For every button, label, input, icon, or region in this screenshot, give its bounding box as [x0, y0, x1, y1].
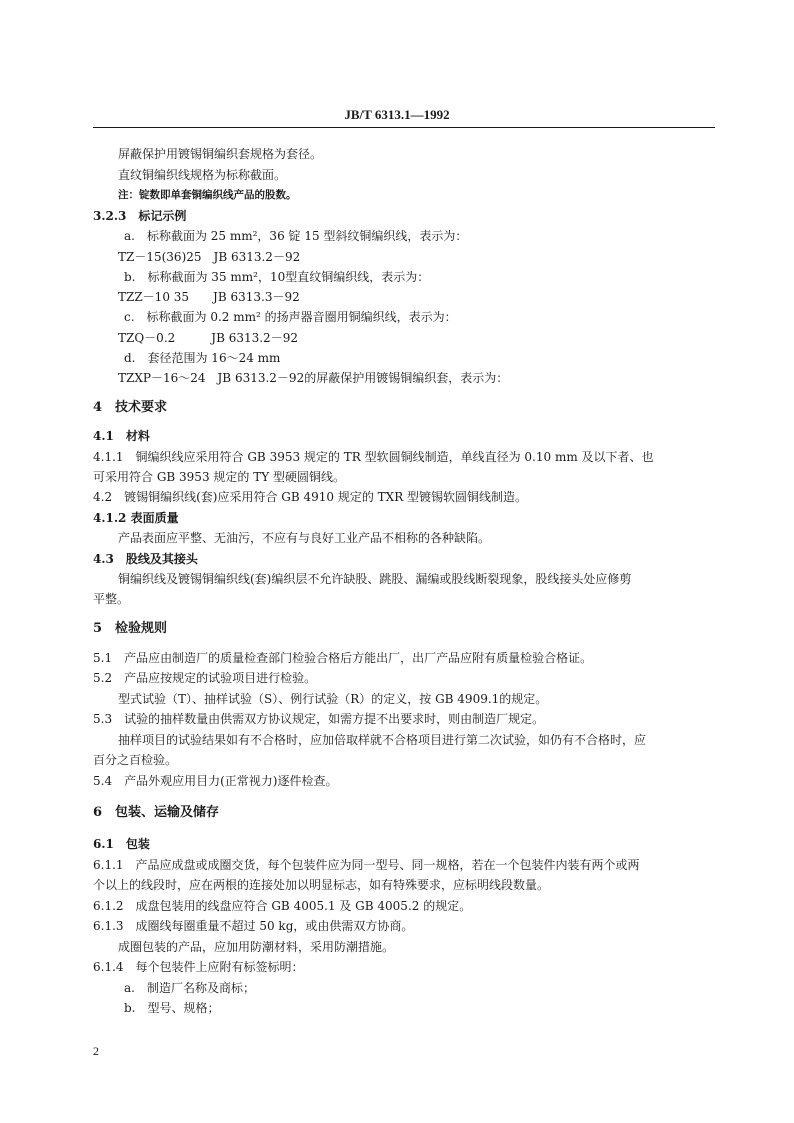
- paragraph-line: 平整。: [93, 592, 130, 606]
- paragraph-line: 产品表面应平整、无油污，不应有与良好工业产品不相称的各种缺陷。: [118, 531, 491, 545]
- paragraph-line: 4.1.1 铜编织线应采用符合 GB 3953 规定的 TR 型软圆铜线制造，单线直径为 0.10 mm 及以下者、也: [93, 450, 654, 464]
- paragraph-line: 5.3 试验的抽样数量由供需双方协议规定，如需方提不出要求时，则由制造厂规定。: [93, 712, 545, 726]
- section-heading-3-2-3: 3.2.3 标记示例: [93, 209, 187, 223]
- code-line: TZXP－16～24 JB 6313.2－92的屏蔽保护用镀锡铜编织套，表示为：: [118, 371, 509, 385]
- header-rule: [93, 127, 715, 128]
- section-heading-4: 4 技术要求: [93, 400, 168, 415]
- list-item: a. 标称截面为 25 mm²，36 锭 15 型斜纹铜编织线，表示为：: [124, 229, 468, 243]
- paragraph-line: 可采用符合 GB 3953 规定的 TY 型硬圆铜线。: [93, 470, 345, 484]
- paragraph-line: 4.2 镀锡铜编织线(套)应采用符合 GB 4910 规定的 TXR 型镀锡软圆铜线制造。: [93, 490, 528, 504]
- text-line: 屏蔽保护用镀锡铜编织套规格为套径。: [118, 147, 323, 161]
- paragraph-line: 成圈包装的产品，应加用防潮材料，采用防潮措施。: [118, 940, 395, 954]
- code-line: TZQ－0.2 JB 6313.2－92: [118, 331, 298, 345]
- code-line: TZ－15(36)25 JB 6313.2－92: [118, 250, 301, 264]
- section-heading-4-1: 4.1 材料: [93, 429, 150, 443]
- standard-number-header: JB/T 6313.1—1992: [344, 107, 450, 122]
- paragraph-line: 6.1.1 产品应成盘或成圈交货，每个包装件应为同一型号、同一规格，若在一个包装件内装有两个或两: [93, 858, 640, 872]
- note-line: 注：锭数即单套铜编织线产品的股数。: [118, 189, 297, 201]
- list-item: a. 制造厂名称及商标；: [124, 981, 255, 995]
- page-number: 2: [93, 1044, 99, 1058]
- paragraph-line: 铜编织线及镀锡铜编织线(套)编织层不允许缺股、跳股、漏编或股线断裂现象，股线接头处应修剪: [118, 572, 632, 586]
- paragraph-line: 5.4 产品外观应用目力(正常视力)逐件检查。: [93, 774, 338, 788]
- paragraph-line: 5.2 产品应按规定的试验项目进行检验。: [93, 671, 317, 685]
- list-item: c. 标称截面为 0.2 mm² 的扬声器音圈用铜编织线，表示为：: [124, 310, 457, 324]
- section-heading-5: 5 检验规则: [93, 621, 168, 636]
- paragraph-line: 抽样项目的试验结果如有不合格时，应加倍取样就不合格项目进行第二次试验，如仍有不合格时，应: [118, 733, 647, 747]
- list-item: d. 套径范围为 16～24 mm: [124, 351, 281, 365]
- paragraph-line: 型式试验（T）、抽样试验（S）、例行试验（R）的定义，按 GB 4909.1的规定。: [118, 692, 548, 706]
- paragraph-line: 6.1.4 每个包装件上应附有标签标明：: [93, 960, 304, 974]
- text-line: 直纹铜编织线规格为标称截面。: [118, 168, 287, 182]
- paragraph-line: 个以上的线段时，应在两根的连接处加以明显标志，如有特殊要求，应标明线段数量。: [93, 878, 550, 892]
- section-heading-6: 6 包装、运输及储存: [93, 805, 220, 820]
- code-line: TZZ－10 35 JB 6313.3－92: [118, 290, 300, 304]
- list-item: b. 标称截面为 35 mm²，10型直纹铜编织线，表示为：: [124, 270, 430, 284]
- paragraph-line: 百分之百检验。: [93, 753, 178, 767]
- paragraph-line: 5.1 产品应由制造厂的质量检查部门检验合格后方能出厂，出厂产品应附有质量检验合格证。: [93, 651, 593, 665]
- list-item: b. 型号、规格；: [124, 1001, 220, 1015]
- section-heading-4-1-2: 4.1.2 表面质量: [93, 511, 179, 525]
- paragraph-line: 6.1.3 成圈线每圈重量不超过 50 kg，或由供需双方协商。: [93, 919, 414, 933]
- section-heading-6-1: 6.1 包装: [93, 837, 150, 851]
- paragraph-line: 6.1.2 成盘包装用的线盘应符合 GB 4005.1 及 GB 4005.2 的规定。: [93, 899, 472, 913]
- section-heading-4-3: 4.3 股线及其接头: [93, 552, 198, 566]
